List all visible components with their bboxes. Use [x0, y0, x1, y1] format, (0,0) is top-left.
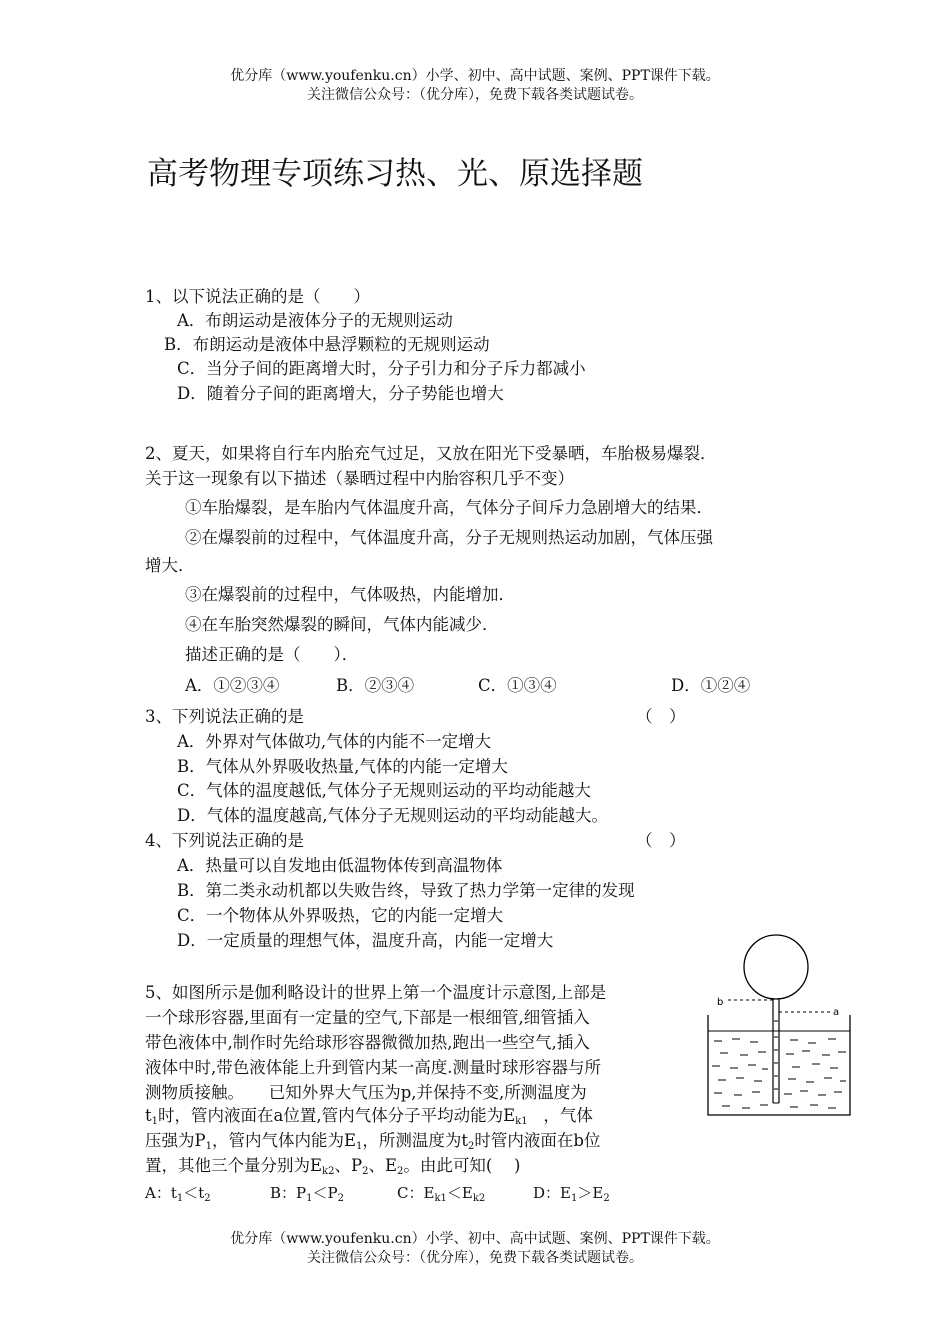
q4-answer-paren: （ ）: [636, 831, 686, 850]
q3-option-c: C．气体的温度越低,气体分子无规则运动的平均动能越大: [177, 781, 591, 800]
q3-option-d: D．气体的温度越高,气体分子无规则运动的平均动能越大。: [177, 806, 608, 825]
q1-option-c: C．当分子间的距离增大时，分子引力和分子斥力都减小: [177, 359, 586, 378]
q4-option-c: C．一个物体从外界吸热，它的内能一定增大: [177, 906, 504, 925]
q4-stem: 4、下列说法正确的是: [145, 831, 304, 850]
q5-line-7: 压强为$P_1$，管内气体内能为$E_1$，所测温度为$t_2$时管内液面在b位: [145, 1131, 601, 1152]
q4-option-b: B．第二类永动机都以失败告终，导致了热力学第一定律的发现: [177, 881, 635, 900]
q2-statement-4: ④在车胎突然爆裂的瞬间，气体内能减少．: [185, 615, 499, 634]
q5-line-2: 一个球形容器,里面有一定量的空气,下部是一根细管,细管插入: [145, 1008, 590, 1027]
footer-line-1: 优分库（www.youfenku.cn）小学、初中、高中试题、案例、PPT课件下载。: [230, 1231, 720, 1247]
q5-line-4: 液体中时,带色液体能上升到管内某一高度.测量时球形容器与所: [145, 1058, 601, 1077]
q2-stem-2: 关于这一现象有以下描述（暴晒过程中内胎容积几乎不变）: [145, 469, 574, 488]
q2-option-b: B．②③④: [336, 676, 415, 695]
page-title: 高考物理专项练习热、光、原选择题: [147, 156, 643, 192]
q5-line-6: $t_1$时，管内液面在a位置,管内气体分子平均动能为$E_{k1}$ ，气体: [145, 1106, 593, 1127]
q3-option-a: A．外界对气体做功,气体的内能不一定增大: [177, 732, 492, 751]
q2-statement-2b: 增大．: [145, 556, 195, 575]
q5-line-8: 置，其他三个量分别为$E_{k2}$、$P_2$、$E_2$。由此可知( ): [145, 1156, 521, 1177]
q2-option-c: C．①③④: [478, 676, 557, 695]
header-line-2: 关注微信公众号：（优分库），免费下载各类试题试卷。: [307, 87, 643, 103]
q2-ask: 描述正确的是（ ）．: [185, 645, 359, 664]
q3-stem: 3、下列说法正确的是: [145, 707, 304, 726]
q2-statement-2a: ②在爆裂前的过程中，气体温度升高，分子无规则热运动加剧，气体压强: [185, 528, 713, 547]
q2-option-a: A．①②③④: [185, 676, 280, 695]
q5-option-d: D：$E_1>E_2$: [533, 1184, 610, 1204]
bulb: [744, 935, 808, 999]
header-line-1: 优分库（www.youfenku.cn）小学、初中、高中试题、案例、PPT课件下载。: [230, 68, 720, 84]
q1-option-a: A．布朗运动是液体分子的无规则运动: [177, 311, 453, 330]
q1-stem: 1、以下说法正确的是（ ）: [145, 287, 370, 306]
q3-option-b: B．气体从外界吸收热量,气体的内能一定增大: [177, 757, 508, 776]
q4-option-d: D．一定质量的理想气体，温度升高，内能一定增大: [177, 931, 554, 950]
q5-option-a: A：$t_1<t_2$: [145, 1184, 211, 1204]
q5-line-1: 5、如图所示是伽利略设计的世界上第一个温度计示意图,上部是: [145, 983, 607, 1002]
footer-line-2: 关注微信公众号：（优分库），免费下载各类试题试卷。: [307, 1250, 643, 1266]
q2-statement-1: ①车胎爆裂，是车胎内气体温度升高，气体分子间斥力急剧增大的结果．: [185, 498, 713, 517]
q2-option-d: D．①②④: [671, 676, 751, 695]
q3-answer-paren: （ ）: [636, 707, 686, 726]
q2-statement-3: ③在爆裂前的过程中，气体吸热，内能增加．: [185, 585, 515, 604]
galileo-thermometer-figure: [700, 925, 860, 1125]
q5-option-c: C：$E_{k1}<E_{k2}$: [397, 1184, 486, 1204]
q2-stem-1: 2、夏天，如果将自行车内胎充气过足，又放在阳光下受暴晒，车胎极易爆裂．: [145, 444, 717, 463]
label-b: b: [717, 997, 724, 1008]
q5-line-3: 带色液体中,制作时先给球形容器微微加热,跑出一些空气,插入: [145, 1033, 590, 1052]
q4-option-a: A．热量可以自发地由低温物体传到高温物体: [177, 856, 503, 875]
q5-option-b: B：$P_1<P_2$: [270, 1184, 344, 1204]
q5-line-5: 测物质接触。 已知外界大气压为p,并保持不变,所测温度为: [145, 1083, 587, 1102]
q1-option-d: D．随着分子间的距离增大，分子势能也增大: [177, 384, 504, 403]
q1-option-b: B．布朗运动是液体中悬浮颗粒的无规则运动: [164, 335, 490, 354]
label-a: a: [833, 1007, 840, 1018]
